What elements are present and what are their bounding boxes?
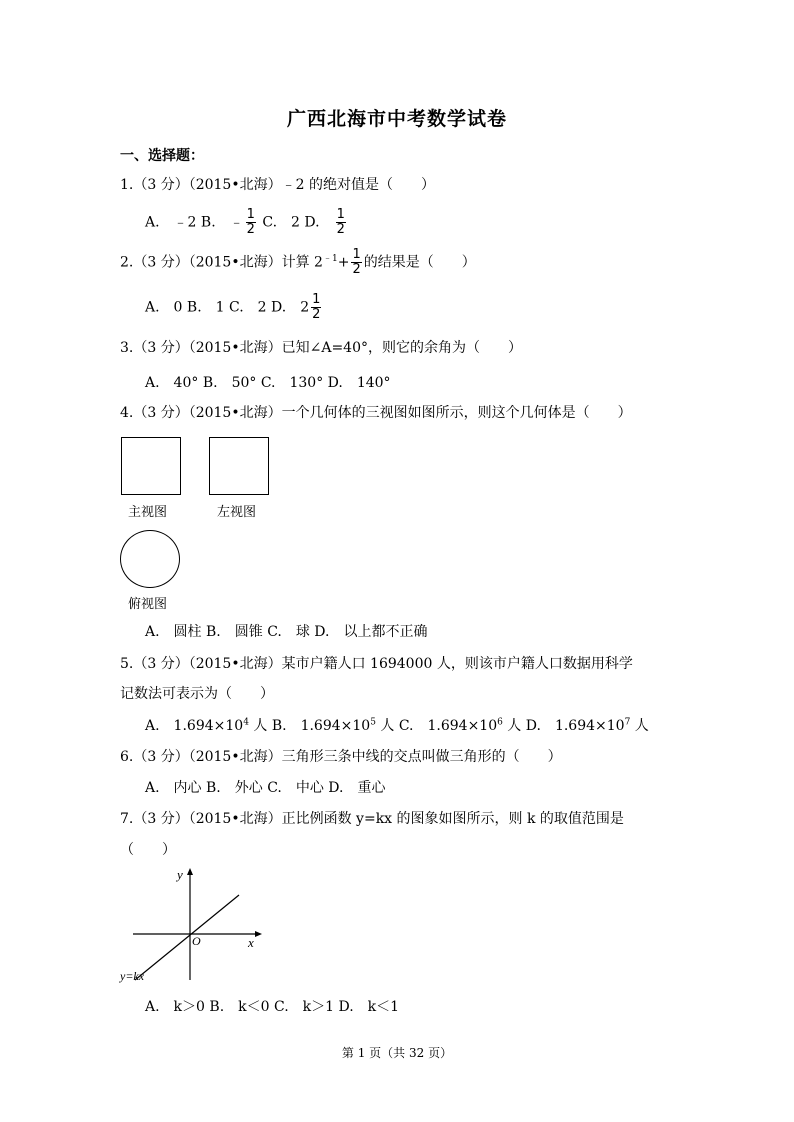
top-view-label: 俯视图 — [128, 597, 168, 612]
q2-fraction-d: $\frac{1}{2}$ — [312, 292, 321, 322]
line-label: y=kx — [120, 969, 145, 983]
q2-fraction: $\frac{1}{2}$ — [352, 247, 361, 277]
question-1-options — [145, 208, 348, 237]
q1-option-ab: A. ﹣2 B. ﹣ — [145, 214, 244, 231]
side-view-label: 左视图 — [217, 505, 257, 520]
question-4-stem: 4.（3 分）（2015•北海）一个几何体的三视图如图所示，则这个几何体是（ ） — [120, 405, 632, 421]
x-axis-label: x — [248, 935, 254, 950]
origin-label: O — [192, 934, 201, 948]
page-title: 广西北海市中考数学试卷 — [286, 108, 507, 130]
section-heading: 一、选择题： — [120, 148, 204, 164]
side-view-square — [209, 437, 269, 495]
question-5-stem-line2: 记数法可表示为（ ） — [120, 686, 274, 702]
question-5-stem-line1: 5.（3 分）（2015•北海）某市户籍人口 1694000 人，则该市户籍人口数据用科学 — [120, 656, 633, 672]
y-axis-label: y — [177, 867, 183, 882]
question-7-stem-line1: 7.（3 分）（2015•北海）正比例函数 y=kx 的图象如图所示，则 k 的取值范围是 — [120, 811, 624, 827]
question-2-options: A. 0 B. 1 C. 2 D. 2 $\frac{1}{2}$ — [145, 292, 321, 322]
question-4-options: A. 圆柱 B. 圆锥 C. 球 D. 以上都不正确 — [145, 624, 428, 640]
top-view-circle — [120, 530, 180, 588]
line-y-kx — [135, 895, 239, 980]
question-3-stem: 3.（3 分）（2015•北海）已知∠A=40°，则它的余角为（ ） — [120, 340, 522, 356]
x-axis-arrow — [255, 931, 262, 937]
function-graph — [115, 865, 275, 990]
q1-fraction-d: $\frac{1}{2}$ — [336, 207, 345, 237]
question-7-stem-line2: （ ） — [120, 842, 176, 858]
q1-option-cd: C. 2 D. — [257, 214, 334, 231]
front-view-label: 主视图 — [128, 505, 168, 520]
question-6-stem: 6.（3 分）（2015•北海）三角形三条中线的交点叫做三角形的（ ） — [120, 749, 562, 765]
question-5-options: A. $1.694\times 10^4$ 人 B. $1.694\times 10^5$ 人 C. $1.694\times 10^6$ 人 D. $1.694\times 10^7$ 人 — [145, 717, 649, 734]
question-3-options: A. 40° B. 50° C. 130° D. 140° — [145, 375, 391, 391]
q1-fraction-b: $\frac{1}{2}$ — [246, 207, 255, 237]
front-view-square — [121, 437, 181, 495]
question-6-options: A. 内心 B. 外心 C. 中心 D. 重心 — [145, 780, 386, 796]
y-axis-arrow — [187, 868, 193, 875]
question-7-options: A. k＞0 B. k＜0 C. k＞1 D. k＜1 — [145, 999, 400, 1015]
question-1-stem: 1.（3 分）（2015•北海）﹣2 的绝对值是（ ） — [120, 177, 435, 193]
question-2-stem: 2.（3 分）（2015•北海）计算 $2^{﹣1}+$ $\frac{1}{2}$ 的结果是（ ） — [120, 247, 476, 277]
page-footer: 第 1 页（共 32 页） — [341, 1046, 453, 1060]
